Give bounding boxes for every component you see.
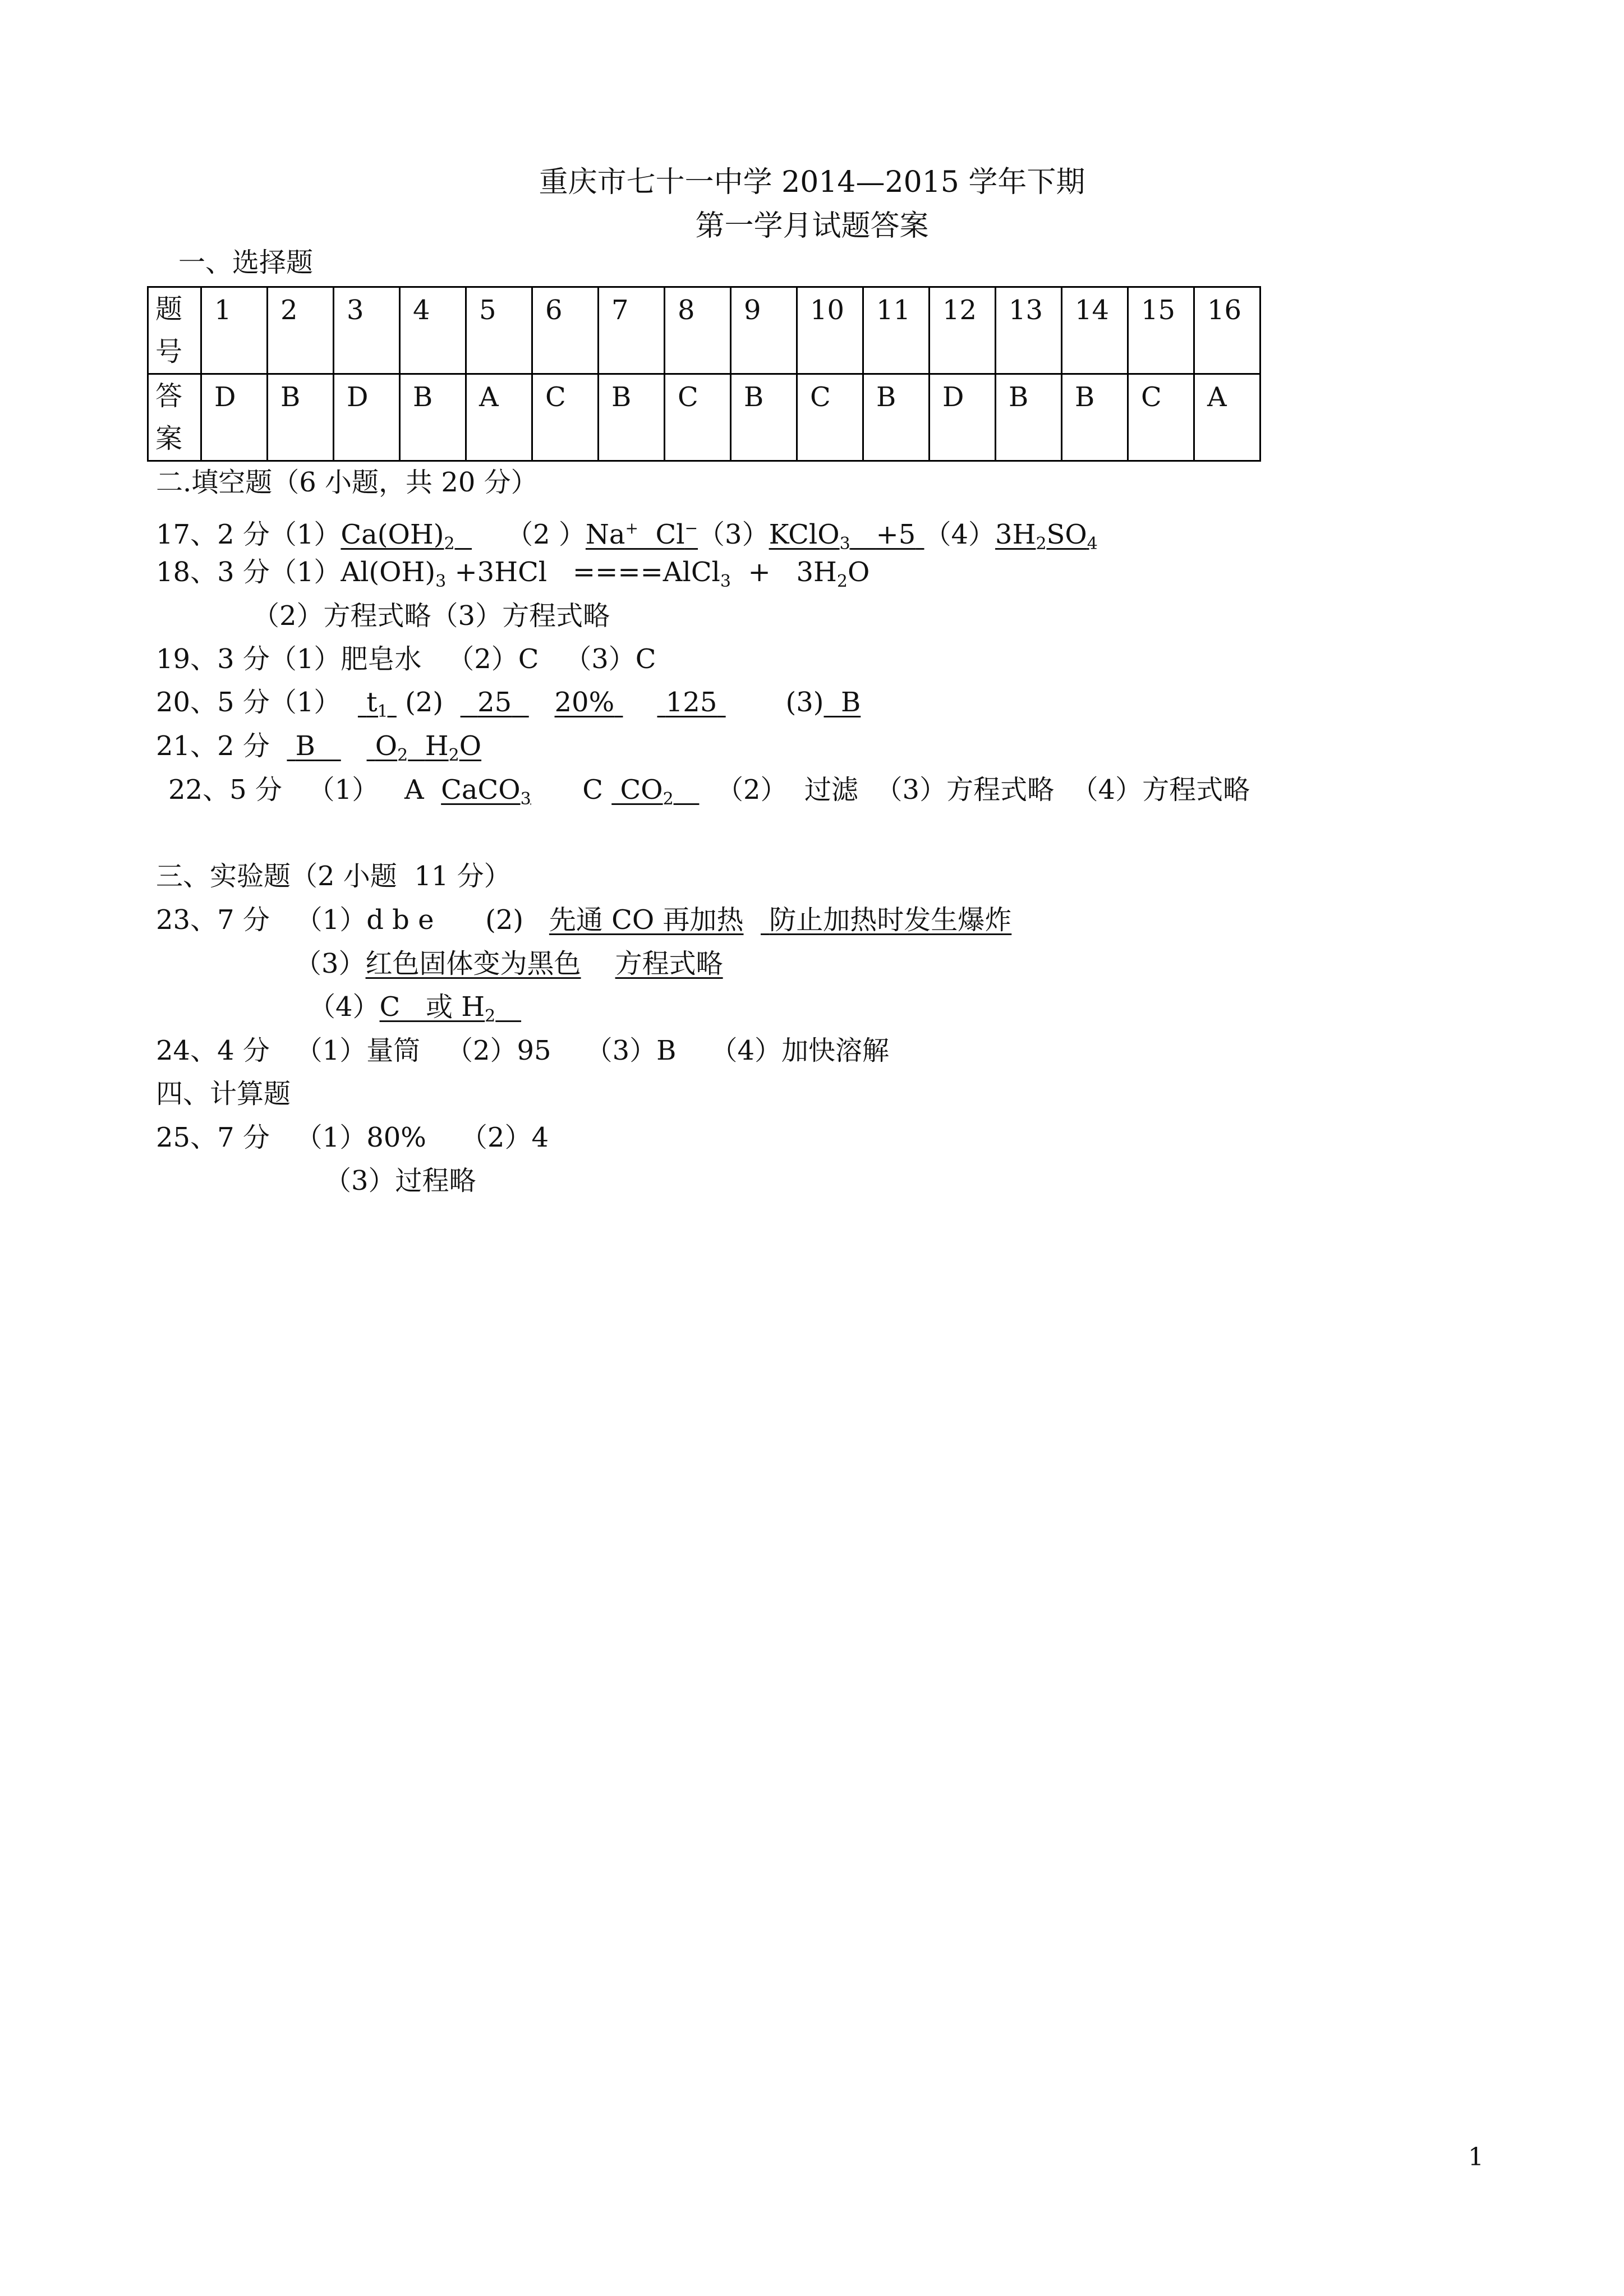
q17-part3: （3） [698,519,769,550]
table-cell-answer: B [1062,374,1128,461]
q25-line-2: （3）过程略 [324,1165,476,1197]
table-cell-answer: C [797,374,863,461]
q23-answer-2: 防止加热时发生爆炸 [769,904,1012,936]
q24-line: 24、4 分 （1）量筒 （2）95 （3）B （4）加快溶解 [156,1035,889,1066]
q17-part4: （4） [924,519,996,550]
q23-answer-5: C 或 $H_2$ [379,991,496,1026]
table-cell-answer: A [1194,374,1260,461]
q18-line: 18、3 分$(1)Al(OH)_3 +3HCl$ ====AlCl$_3$ + $3H_2O$ [156,556,870,591]
q22-line: 22、5 分 （1） A CaCO$_3$ C $CO_2$ （2） 过滤 （3）方程式略 （4）方程式略 [168,774,1250,809]
q18-line-2: （2）方程式略（3）方程式略 [252,600,610,632]
q17-answer-4: $3H_2SO_4$ [995,519,1098,554]
table-cell-number: 9 [731,287,797,374]
q17-answer-3: KClO$_3$ +5 [769,519,916,554]
table-cell-number: 7 [599,287,665,374]
q21-line: 21、2 分 B $O_2$ $H_2O$ [156,730,482,765]
table-cell-answer: C [532,374,599,461]
table-cell-answer: B [996,374,1062,461]
table-cell-number: 3 [334,287,400,374]
page-title: 重庆市七十一中学 2014—2015 学年下期 [539,165,1085,199]
q20-line: 20、5 分（1） $t_1$ (2) 25 20% 125 (3) B [156,687,861,721]
table-cell-answer: A [466,374,532,461]
q23-answer-3: 红色固体变为黑色 [365,948,581,979]
table-cell-number: 6 [532,287,599,374]
q23-line-2: （3）红色固体变为黑色 方程式略 [295,948,723,979]
table-cell-answer: C [1128,374,1194,461]
table-cell-number: 1 [201,287,268,374]
section-heading-experiment: 三、实验题（2 小题 11 分） [156,861,511,892]
q17-answer-2: Na+ Cl− [585,519,698,550]
table-cell-answer: B [400,374,466,461]
q20-answer-4: 125 [665,687,717,718]
page-number: 1 [1468,2143,1484,2171]
q23-answer-1: 先通 CO 再加热 [549,904,744,936]
q23-line: 23、7 分 （1）d b e (2) 先通 CO 再加热 防止加热时发生爆炸 [156,904,1012,936]
table-cell-number: 2 [268,287,334,374]
q17-answer-1: $Ca(OH)_2$ [341,519,455,554]
table-cell-answer: D [930,374,996,461]
q22-answer-2: $CO_2$ [620,774,674,809]
table-cell-answer: B [599,374,665,461]
q25-line: 25、7 分 （1）80% （2）4 [156,1122,549,1153]
table-cell-number: 10 [797,287,863,374]
table-cell-answer: B [863,374,930,461]
table-cell-answer: C [665,374,731,461]
section-heading-fill: 二.填空题（6 小题，共 20 分） [156,467,538,498]
table-cell-answer: D [334,374,400,461]
page-subtitle: 第一学月试题答案 [695,209,929,243]
q17-part2: （2 ） [506,519,586,550]
q17-prefix: 17、2 分（1） [156,519,341,550]
table-cell-number: 16 [1194,287,1260,374]
table-cell-number: 5 [466,287,532,374]
row-head-answer: 答案 [148,374,201,461]
q20-answer-3: 20% [554,687,615,718]
section-heading-calc: 四、计算题 [156,1078,291,1110]
answer-table [147,286,1261,462]
q23-answer-4: 方程式略 [615,948,723,979]
table-cell-number: 15 [1128,287,1194,374]
table-cell-number: 14 [1062,287,1128,374]
q20-answer-5: B [840,687,861,718]
q21-answer-1: B [295,730,315,762]
table-cell-number: 13 [996,287,1062,374]
q17-line [156,512,1098,561]
table-row-answers [148,374,1260,461]
row-head-number: 题号 [148,287,201,374]
q21-answer-2: $O_2$ $H_2O$ [375,730,482,765]
table-row-numbers [148,287,1260,374]
q19-line: 19、3 分（1）肥皂水 （2）C （3）C [156,643,656,675]
table-cell-number: 11 [863,287,930,374]
q22-answer-1: CaCO$_3$ [441,774,531,809]
section-heading-choice: 一、选择题 [178,247,314,278]
table-cell-number: 12 [930,287,996,374]
table-cell-number: 8 [665,287,731,374]
table-cell-answer: D [201,374,268,461]
table-cell-answer: B [731,374,797,461]
table-cell-number: 4 [400,287,466,374]
q20-answer-1: $t_1$ [366,687,388,721]
q23-line-3: （4）C 或 $H_2$ [309,990,521,1033]
q20-answer-2: 25 [477,687,512,718]
table-cell-answer: B [268,374,334,461]
